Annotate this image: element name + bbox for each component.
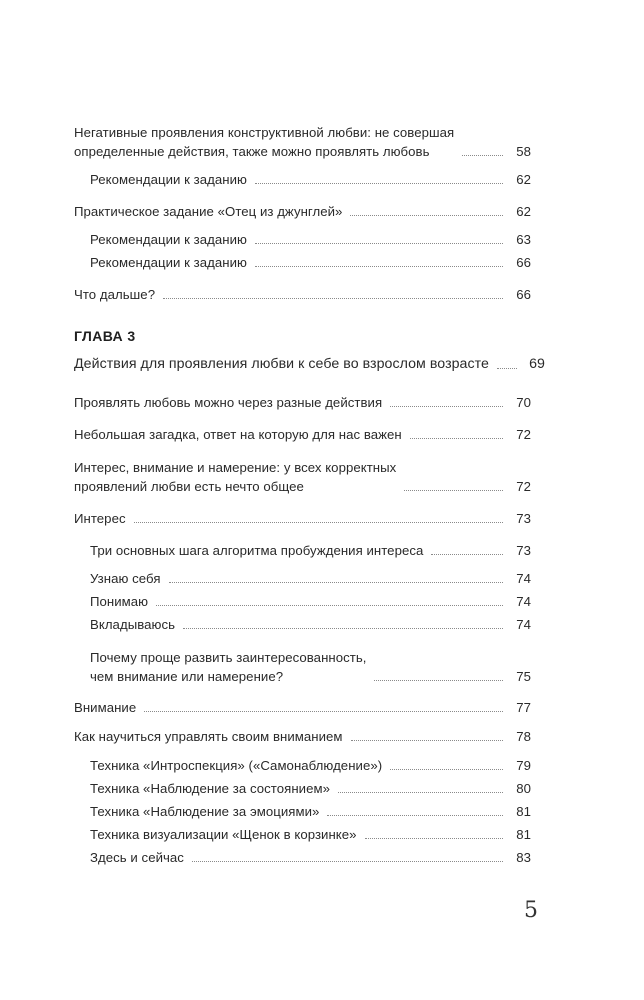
toc-entry [74, 202, 531, 221]
dot-leader [156, 605, 503, 606]
dot-leader [462, 155, 503, 156]
toc-entry [90, 541, 531, 560]
toc-entry [90, 779, 531, 798]
toc-entry-line: проявлений любви есть нечто общее [74, 479, 304, 494]
page-folio: 5 [524, 898, 538, 923]
toc-entry-title: Как научиться управлять своим вниманием [74, 729, 343, 744]
dot-leader [410, 438, 503, 439]
dot-leader [404, 490, 503, 491]
toc-page-number: 66 [516, 255, 531, 270]
toc-entry [90, 592, 531, 611]
toc-page-number: 74 [516, 571, 531, 586]
dot-leader [338, 792, 503, 793]
dot-leader [144, 711, 503, 712]
dot-leader [134, 522, 503, 523]
toc-page-number: 58 [516, 144, 531, 159]
toc-entry-title: Вкладываюсь [90, 617, 176, 632]
toc-entry [74, 509, 531, 528]
toc-entry [74, 393, 531, 412]
toc-entry-title: Рекомендации к заданию [90, 232, 247, 247]
dot-leader [350, 215, 503, 216]
toc-entry [74, 698, 531, 717]
toc-entry [74, 123, 531, 161]
toc-entry-title [74, 458, 396, 496]
toc-page-number: 73 [516, 543, 531, 558]
toc-page-number: 79 [516, 758, 531, 773]
dot-leader [390, 769, 503, 770]
toc-entry [90, 848, 531, 867]
toc-page-number: 72 [516, 479, 531, 494]
toc-entry-title: Три основных шага алгоритма пробуждения интереса [90, 543, 424, 558]
dot-leader [390, 406, 503, 407]
toc-entry-title: Понимаю [90, 594, 149, 609]
toc-page-number: 66 [516, 287, 531, 302]
toc-page-number: 77 [516, 700, 531, 715]
toc-entry-line: определенные действия, также можно проявлять любовь [74, 144, 430, 159]
toc-entry [90, 253, 531, 272]
toc-entry-title: Техника «Наблюдение за эмоциями» [90, 804, 320, 819]
toc-page-number: 74 [516, 594, 531, 609]
toc-entry-title: Техника «Наблюдение за состоянием» [90, 781, 330, 796]
toc-entry [90, 170, 531, 189]
dot-leader [431, 554, 503, 555]
toc-entry [90, 230, 531, 249]
chapter-title: Действия для проявления любви к себе во взрослом возрасте [74, 356, 489, 372]
toc-entry [74, 458, 531, 496]
dot-leader [192, 861, 503, 862]
toc-entry-title: Здесь и сейчас [90, 850, 184, 865]
toc-entry-title: Что дальше? [74, 287, 156, 302]
toc-entry-title: Рекомендации к заданию [90, 172, 247, 187]
toc-page-number: 83 [516, 850, 531, 865]
toc-page-number: 74 [516, 617, 531, 632]
toc-entry-title: Техника «Интроспекция» («Самонаблюдение») [90, 758, 383, 773]
toc-entry [90, 648, 531, 686]
toc-entry [90, 615, 531, 634]
toc-page-number: 72 [516, 427, 531, 442]
dot-leader [169, 582, 503, 583]
toc-page-number: 70 [516, 395, 531, 410]
toc-entry-title: Внимание [74, 700, 137, 715]
toc-entry [90, 802, 531, 821]
toc-entry-line: Негативные проявления конструктивной любви: не совершая [74, 125, 455, 140]
toc-entry [74, 727, 531, 746]
dot-leader [365, 838, 503, 839]
toc-entry-title [74, 123, 454, 161]
dot-leader [327, 815, 503, 816]
toc-entry-line: Почему проще развить заинтересованность, [90, 650, 367, 665]
toc-entry [90, 569, 531, 588]
dot-leader [255, 266, 503, 267]
toc-page-number: 63 [516, 232, 531, 247]
toc-page-number: 80 [516, 781, 531, 796]
toc-page-number: 62 [516, 204, 531, 219]
chapter-title-entry [74, 355, 545, 374]
dot-leader [163, 298, 503, 299]
dot-leader [255, 243, 503, 244]
dot-leader [497, 368, 517, 369]
toc-page-number: 81 [516, 827, 531, 842]
dot-leader [255, 183, 503, 184]
toc-entry [90, 825, 531, 844]
dot-leader [374, 680, 503, 681]
toc-entry-title [90, 648, 366, 686]
toc-entry [74, 425, 531, 444]
toc-page-number: 75 [516, 669, 531, 684]
dot-leader [183, 628, 503, 629]
toc-entry-title: Небольшая загадка, ответ на которую для нас важен [74, 427, 402, 442]
toc-entry [74, 285, 531, 304]
chapter-label: ГЛАВА 3 [74, 328, 136, 344]
toc-entry-title: Проявлять любовь можно через разные действия [74, 395, 383, 410]
toc-entry-title: Практическое задание «Отец из джунглей» [74, 204, 343, 219]
toc-page-number: 69 [529, 356, 545, 372]
toc-page-number: 62 [516, 172, 531, 187]
toc-page-number: 81 [516, 804, 531, 819]
dot-leader [351, 740, 503, 741]
toc-entry-line: Интерес, внимание и намерение: у всех корректных [74, 460, 397, 475]
toc-entry-title: Техника визуализации «Щенок в корзинке» [90, 827, 357, 842]
toc-entry-title: Узнаю себя [90, 571, 161, 586]
toc-entry-title: Рекомендации к заданию [90, 255, 247, 270]
toc-entry [90, 756, 531, 775]
toc-entry-title: Интерес [74, 511, 126, 526]
toc-page-number: 78 [516, 729, 531, 744]
toc-entry-line: чем внимание или намерение? [90, 669, 284, 684]
toc-page-number: 73 [516, 511, 531, 526]
